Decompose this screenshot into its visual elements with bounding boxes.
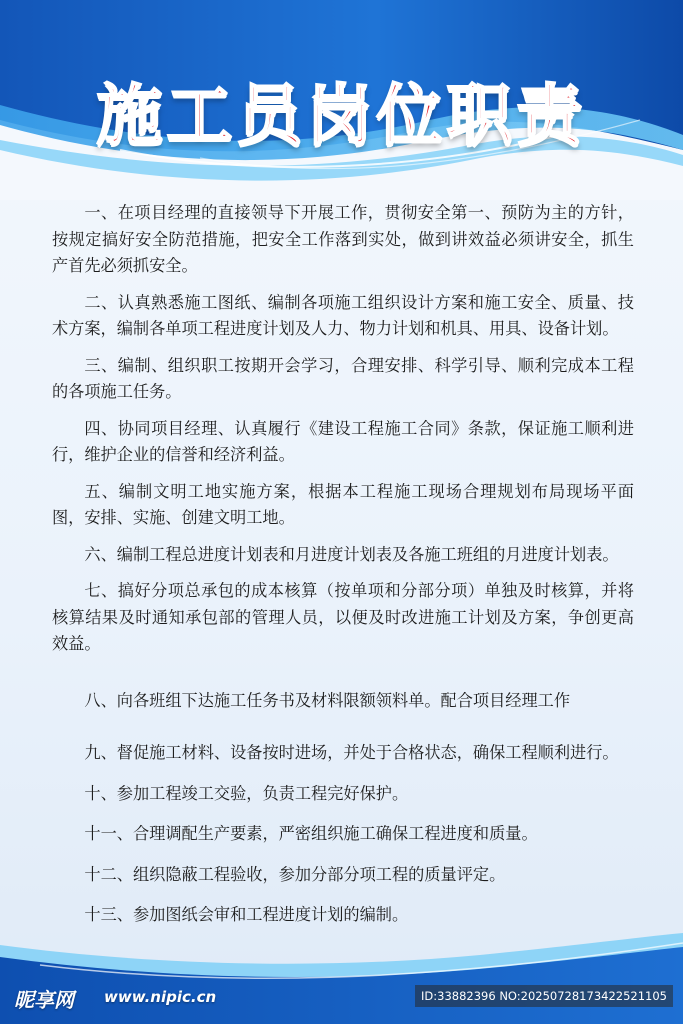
footer-wave-background <box>0 925 683 1024</box>
list-item: 九、督促施工材料、设备按时进场，并处于合格状态，确保工程顺利进行。 <box>84 743 619 762</box>
watermark-url: www.nipic.cn <box>104 988 217 1006</box>
list-item: 一、在项目经理的直接领导下开展工作，贯彻安全第一、预防为主的方针，按规定搞好安全防范措施，把安全工作落到实处，做到讲效益必须讲安全，抓生产首先必须抓安全。 <box>52 203 634 275</box>
list-item: 六、编制工程总进度计划表和月进度计划表及各施工班组的月进度计划表。 <box>84 544 619 564</box>
duties-list <box>52 200 634 943</box>
list-item: 八、向各班组下达施工任务书及材料限额领料单。配合项目经理工作 <box>84 690 571 710</box>
list-item: 七、搞好分项总承包的成本核算（按单项和分部分项）单独及时核算，并将核算结果及时通知承包部的管理人员，以便及时改进施工计划及方案，争创更高效益。 <box>52 581 634 653</box>
list-item: 十三、参加图纸会审和工程进度计划的编制。 <box>84 905 409 924</box>
page-title: 施工员岗位职责 <box>96 77 587 154</box>
list-item: 三、编制、组织职工按期开会学习，合理安排、科学引导、顺利完成本工程的各项施工任务。 <box>52 355 634 401</box>
list-item: 十二、组织隐蔽工程验收，参加分部分项工程的质量评定。 <box>84 864 506 884</box>
watermark-id-badge: ID:33882396 NO:20250728173422521105 <box>415 985 673 1007</box>
list-item: 二、认真熟悉施工图纸、编制各项施工组织设计方案和施工安全、质量、技术方案，编制各单项工程进度计划及人力、物力计划和机具、用具、设备计划。 <box>52 292 634 338</box>
list-item: 十一、合理调配生产要素，严密组织施工确保工程进度和质量。 <box>84 824 538 843</box>
list-item: 五、编制文明工地实施方案，根据本工程施工现场合理规划布局现场平面图，安排、实施、创建文明工地。 <box>52 481 634 527</box>
list-item: 四、协同项目经理、认真履行《建设工程施工合同》条款，保证施工顺利进行，维护企业的信誉和经济利益。 <box>52 418 634 464</box>
list-item: 十、参加工程竣工交验，负责工程完好保护。 <box>84 783 409 803</box>
watermark-logo: 昵享网 <box>14 988 74 1012</box>
